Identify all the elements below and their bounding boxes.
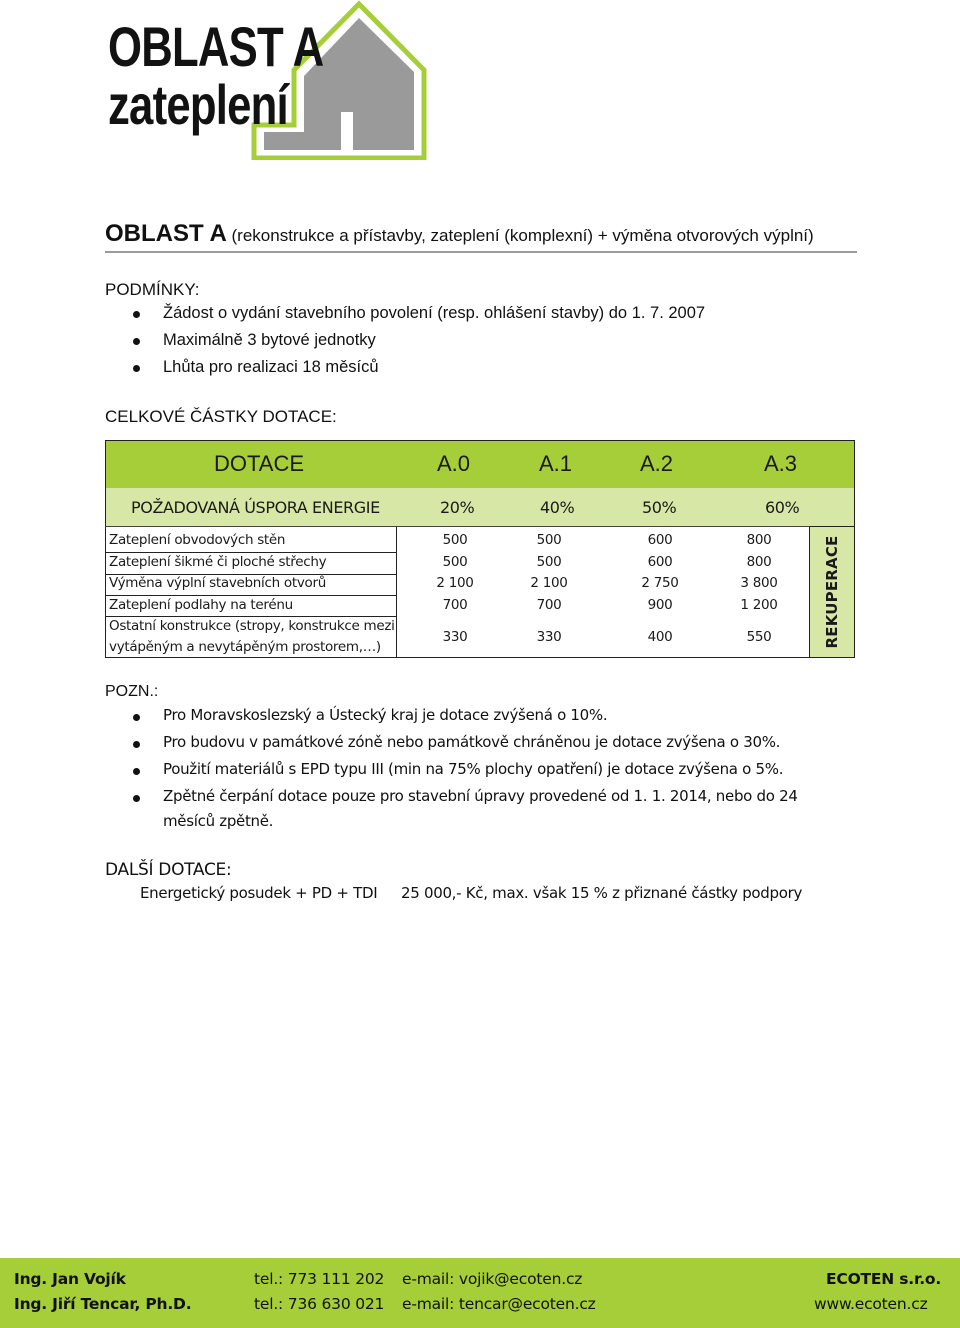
totals-label: CELKOVÉ ČÁSTKY DOTACE: xyxy=(105,407,337,426)
contact-name-2: Ing. Jiří Tencar, Ph.D. xyxy=(14,1295,192,1313)
title-divider xyxy=(105,251,857,253)
row-divider xyxy=(106,616,396,617)
condition-item: Žádost o vydání stavebního povolení (resp. ohlášení stavby) do 1. 7. 2007 xyxy=(163,304,706,322)
cell: 800 xyxy=(746,554,772,570)
cell: 330 xyxy=(442,629,468,645)
page-title-strong: OBLAST A xyxy=(105,220,227,247)
note-item: Pro budovu v památkové zóně nebo památkově chráněnou je dotace zvýšena o 30%. xyxy=(163,733,781,751)
contact-name-1: Ing. Jan Vojík xyxy=(14,1270,126,1288)
cell: 600 xyxy=(647,532,673,548)
table-header-row xyxy=(105,440,855,488)
contact-phone-2: tel.: 736 630 021 xyxy=(254,1295,385,1313)
row-name: Výměna výplní stavebních otvorů xyxy=(109,575,326,591)
bullet xyxy=(133,365,140,372)
savings-a1: 40% xyxy=(540,498,575,517)
page-title xyxy=(105,220,814,248)
cell: 400 xyxy=(647,629,673,645)
bullet xyxy=(133,741,140,748)
company-name: ECOTEN s.r.o. xyxy=(826,1270,942,1288)
logo xyxy=(104,0,434,160)
footer xyxy=(0,1258,960,1328)
row-name-line2: vytápěným a nevytápěným prostorem,…) xyxy=(109,639,381,655)
conditions-label: PODMÍNKY: xyxy=(105,280,200,299)
condition-item: Maximálně 3 bytové jednotky xyxy=(163,331,376,349)
contact-email-1[interactable]: e-mail: vojik@ecoten.cz xyxy=(402,1270,583,1288)
cell: 1 200 xyxy=(740,597,778,613)
cell: 700 xyxy=(442,597,468,613)
cell: 700 xyxy=(536,597,562,613)
cell: 330 xyxy=(536,629,562,645)
notes-label: POZN.: xyxy=(105,683,159,700)
extra-item: Energetický posudek + PD + TDI xyxy=(140,884,378,902)
row-name-line1: Ostatní konstrukce (stropy, konstrukce mezi xyxy=(109,618,395,634)
note-item: Zpětné čerpání dotace pouze pro stavební úpravy provedené od 1. 1. 2014, nebo do 24 xyxy=(163,787,798,805)
contact-email-2[interactable]: e-mail: tencar@ecoten.cz xyxy=(402,1295,596,1313)
logo-line1: OBLAST A xyxy=(108,15,324,78)
cell: 3 800 xyxy=(740,575,778,591)
row-name: Zateplení šikmé či ploché střechy xyxy=(109,554,327,570)
header-a1: A.1 xyxy=(539,451,573,476)
company-website[interactable]: www.ecoten.cz xyxy=(814,1295,928,1313)
cell: 500 xyxy=(442,532,468,548)
note-item: Pro Moravskoslezský a Ústecký kraj je dotace zvýšená o 10%. xyxy=(163,706,608,724)
extra-label: DALŠÍ DOTACE: xyxy=(105,860,232,880)
bullet xyxy=(133,795,140,802)
recuperation-column xyxy=(810,526,855,658)
cell: 500 xyxy=(442,554,468,570)
bullet xyxy=(133,311,140,318)
logo-line2: zateplení xyxy=(108,73,288,136)
bullet xyxy=(133,714,140,721)
cell: 500 xyxy=(536,554,562,570)
savings-a2: 50% xyxy=(642,498,677,517)
bullet xyxy=(133,768,140,775)
savings-a0: 20% xyxy=(440,498,475,517)
extra-value: 25 000,- Kč, max. však 15 % z přiznané částky podpory xyxy=(401,884,803,902)
cell: 550 xyxy=(746,629,772,645)
savings-label: POŽADOVANÁ ÚSPORA ENERGIE xyxy=(131,498,380,517)
cell: 2 750 xyxy=(641,575,679,591)
note-item-continued: měsíců zpětně. xyxy=(163,812,274,830)
condition-item: Lhůta pro realizaci 18 měsíců xyxy=(163,358,379,376)
header-a3: A.3 xyxy=(764,451,798,476)
page-title-rest: (rekonstrukce a přístavby, zateplení (komplexní) + výměna otvorových výplní) xyxy=(226,226,814,245)
header-dotace: DOTACE xyxy=(214,451,305,476)
savings-row xyxy=(105,488,855,526)
contact-phone-1: tel.: 773 111 202 xyxy=(254,1270,385,1288)
cell: 2 100 xyxy=(530,575,568,591)
cell: 500 xyxy=(536,532,562,548)
cell: 2 100 xyxy=(436,575,474,591)
header-a2: A.2 xyxy=(640,451,674,476)
recuperation-label: REKUPERACE xyxy=(823,535,841,649)
row-divider xyxy=(106,552,396,553)
row-divider xyxy=(106,595,396,596)
cell: 600 xyxy=(647,554,673,570)
subsidy-table xyxy=(105,526,810,658)
cell: 800 xyxy=(746,532,772,548)
row-name: Zateplení podlahy na terénu xyxy=(109,597,293,613)
bullet xyxy=(133,338,140,345)
cell: 900 xyxy=(647,597,673,613)
note-item: Použití materiálů s EPD typu III (min na 75% plochy opatření) je dotace zvýšena o 5%. xyxy=(163,760,784,778)
savings-a3: 60% xyxy=(765,498,800,517)
header-a0: A.0 xyxy=(437,451,471,476)
row-name: Zateplení obvodových stěn xyxy=(109,532,286,548)
